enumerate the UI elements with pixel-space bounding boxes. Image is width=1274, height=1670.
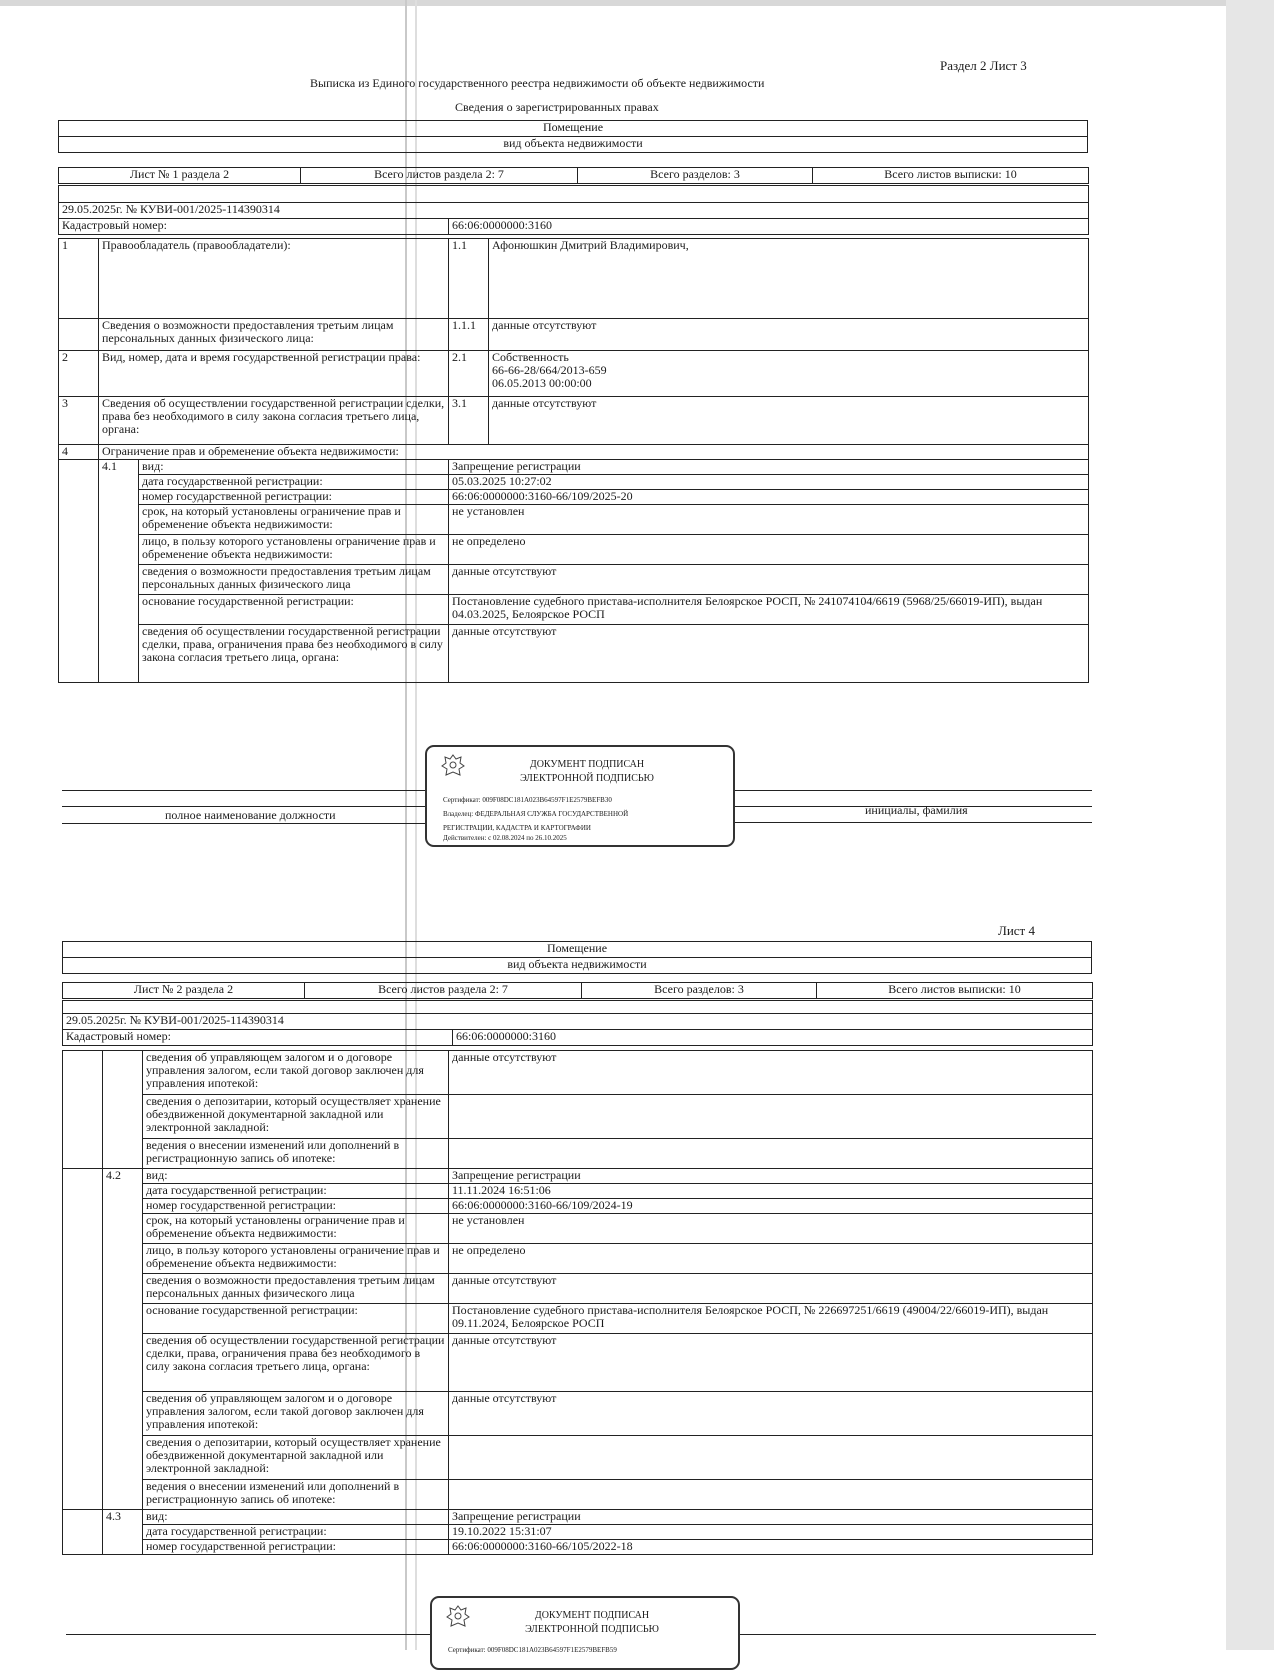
right-number: 66-66-28/664/2013-659 — [492, 363, 607, 377]
section-sheet-label: Раздел 2 Лист 3 — [940, 58, 1027, 73]
stamp-title: ДОКУМЕНТ ПОДПИСАН ЭЛЕКТРОННОЙ ПОДПИСЬЮ — [525, 1610, 659, 1635]
sheet-of-section: Лист № 1 раздела 2 — [59, 168, 301, 184]
doc-ref-table — [62, 1000, 1093, 1046]
enc-value: данные отсутствуют — [449, 1051, 1093, 1095]
total-sheets-section: Всего листов раздела 2: 7 — [305, 983, 582, 999]
encumbrance-number: 4.3 — [103, 1510, 143, 1555]
object-type: Помещение — [63, 942, 1092, 958]
sheet-number: Лист 4 — [998, 923, 1035, 938]
e-signature-stamp — [425, 745, 735, 847]
document-title: Выписка из Единого государственного реестра недвижимости об объекте недвижимости — [310, 76, 765, 90]
total-sheets-section: Всего листов раздела 2: 7 — [301, 168, 578, 184]
coat-of-arms-icon — [446, 1604, 470, 1630]
row-label: Сведения об осуществлении государственной регистрации сделки, права без необходимого в силу закона согласия третьего лица, органа: — [99, 397, 449, 445]
stamp-title: ДОКУМЕНТ ПОДПИСАН ЭЛЕКТРОННОЙ ПОДПИСЬЮ — [520, 759, 654, 784]
enc-label: дата государственной регистрации: — [143, 1184, 449, 1199]
enc-label: сведения о возможности предоставления третьим лицам персональных данных физического лица — [139, 565, 449, 595]
enc-value: 66:06:0000000:3160-66/105/2022-18 — [449, 1540, 1093, 1555]
encumbrance-number: 4.1 — [99, 460, 139, 683]
position-caption: полное наименование должности — [165, 808, 336, 822]
sheet-info-table — [58, 167, 1089, 184]
row-value: данные отсутствуют — [489, 319, 1089, 351]
enc-value: данные отсутствуют — [449, 1392, 1093, 1436]
stamp-owner: Владелец: ФЕДЕРАЛЬНАЯ СЛУЖБА ГОСУДАРСТВЕННОЙ — [443, 810, 629, 818]
enc-label: сведения об осуществлении государственной регистрации сделки, права, ограничения права без необходимого в силу закона согласия третьего лица, органа: — [139, 625, 449, 683]
row-number: 1 — [59, 239, 99, 319]
document-subtitle: Сведения о зарегистрированных правах — [455, 100, 659, 114]
owner-name: Афонюшкин Дмитрий Владимирович, — [489, 239, 1089, 319]
row-value: данные отсутствуют — [489, 397, 1089, 445]
enc-value: не установлен — [449, 505, 1089, 535]
right-date: 06.05.2013 00:00:00 — [492, 376, 592, 390]
total-sections: Всего разделов: 3 — [578, 168, 813, 184]
total-sheets-extract: Всего листов выписки: 10 — [813, 168, 1089, 184]
enc-label: срок, на который установлены ограничение прав и обременение объекта недвижимости: — [143, 1214, 449, 1244]
enc-label: дата государственной регистрации: — [143, 1525, 449, 1540]
right-type: Собственность — [492, 350, 569, 364]
cadastral-label: Кадастровый номер: — [63, 1030, 453, 1046]
cadastral-value: 66:06:0000000:3160 — [453, 1030, 1093, 1046]
enc-value: данные отсутствуют — [449, 565, 1089, 595]
object-type-caption: вид объекта недвижимости — [63, 958, 1092, 974]
enc-label: сведения о возможности предоставления третьим лицам персональных данных физического лица — [143, 1274, 449, 1304]
enc-label: номер государственной регистрации: — [143, 1199, 449, 1214]
row-number: 3 — [59, 397, 99, 445]
doc-ref: 29.05.2025г. № КУВИ-001/2025-114390314 — [63, 1014, 1093, 1030]
enc-value: 05.03.2025 10:27:02 — [449, 475, 1089, 490]
signature-bottom-line — [720, 822, 1092, 823]
total-sheets-extract: Всего листов выписки: 10 — [817, 983, 1093, 999]
row-subnumber: 1.1.1 — [449, 319, 489, 351]
row-subnumber: 3.1 — [449, 397, 489, 445]
row-label: Вид, номер, дата и время государственной регистрации права: — [99, 351, 449, 397]
enc-label: дата государственной регистрации: — [139, 475, 449, 490]
enc-value: 66:06:0000000:3160-66/109/2025-20 — [449, 490, 1089, 505]
object-header-table — [58, 120, 1088, 153]
stamp-owner-cont: РЕГИСТРАЦИИ, КАДАСТРА И КАРТОГРАФИИ — [443, 824, 591, 832]
enc-label: вид: — [139, 460, 449, 475]
enc-label: вид: — [143, 1510, 449, 1525]
enc-value: данные отсутствуют — [449, 625, 1089, 683]
signature-bottom-line — [62, 823, 430, 824]
row-number: 2 — [59, 351, 99, 397]
row-subnumber: 2.1 — [449, 351, 489, 397]
object-header-table — [62, 941, 1092, 974]
enc-label: номер государственной регистрации: — [143, 1540, 449, 1555]
row-number: 4 — [59, 445, 99, 460]
row-label: Правообладатель (правообладатели): — [99, 239, 449, 319]
rights-table — [58, 238, 1089, 683]
enc-value: Запрещение регистрации — [449, 1169, 1093, 1184]
enc-value: данные отсутствуют — [449, 1334, 1093, 1392]
enc-value: 11.11.2024 16:51:06 — [449, 1184, 1093, 1199]
sheet-info-table — [62, 982, 1093, 999]
encumbrance-table — [62, 1050, 1093, 1555]
enc-label: сведения об управляющем залогом и о договоре управления залогом, если такой договор заключен для управления ипотекой: — [143, 1392, 449, 1436]
name-caption: инициалы, фамилия — [865, 803, 968, 817]
stamp-certificate: Сертификат: 009F08DC181A023B64597F1E2579BEFB59 — [448, 1646, 617, 1654]
row-subnumber: 1.1 — [449, 239, 489, 319]
object-type-caption: вид объекта недвижимости — [59, 137, 1088, 153]
scan-right-margin — [1226, 0, 1274, 1650]
doc-ref-table — [58, 185, 1089, 235]
enc-label: срок, на который установлены ограничение прав и обременение объекта недвижимости: — [139, 505, 449, 535]
cadastral-value: 66:06:0000000:3160 — [449, 219, 1089, 235]
enc-label: лицо, в пользу которого установлены ограничение прав и обременение объекта недвижимости: — [143, 1244, 449, 1274]
encumbrance-number: 4.2 — [103, 1169, 143, 1510]
enc-label: сведения об осуществлении государственной регистрации сделки, права, ограничения права без необходимого в силу закона согласия третьего лица, органа: — [143, 1334, 449, 1392]
stamp-validity: Действителен: с 02.08.2024 по 26.10.2025 — [443, 834, 567, 842]
enc-value: не определено — [449, 1244, 1093, 1274]
enc-value: не установлен — [449, 1214, 1093, 1244]
enc-value: не определено — [449, 535, 1089, 565]
enc-value: Запрещение регистрации — [449, 1510, 1093, 1525]
doc-ref: 29.05.2025г. № КУВИ-001/2025-114390314 — [59, 203, 1089, 219]
enc-label: ведения о внесении изменений или дополнений в регистрационную запись об ипотеке: — [143, 1139, 449, 1169]
enc-label: сведения о депозитарии, который осуществляет хранение обездвиженной документарной закладной или электронной закладной: — [143, 1095, 449, 1139]
sheet-of-section: Лист № 2 раздела 2 — [63, 983, 305, 999]
e-signature-stamp — [430, 1596, 740, 1670]
right-details — [489, 351, 1089, 397]
enc-value: данные отсутствуют — [449, 1274, 1093, 1304]
row-label: Ограничение прав и обременение объекта недвижимости: — [99, 445, 1089, 460]
coat-of-arms-icon — [441, 753, 465, 779]
enc-value: Постановление судебного пристава-исполнителя Белоярское РОСП, № 241074104/6619 (5968/25/66019-ИП), выдан 04.03.2025, Белоярское РОСП — [449, 595, 1089, 625]
total-sections: Всего разделов: 3 — [582, 983, 817, 999]
stamp-certificate: Сертификат: 009F08DC181A023B64597F1E2579BEFB30 — [443, 796, 612, 804]
enc-value: Запрещение регистрации — [449, 460, 1089, 475]
enc-label: основание государственной регистрации: — [139, 595, 449, 625]
enc-value: Постановление судебного пристава-исполнителя Белоярское РОСП, № 226697251/6619 (49004/22/66019-ИП), выдан 09.11.2024, Белоярское РОСП — [449, 1304, 1093, 1334]
enc-label: сведения о депозитарии, который осуществляет хранение обездвиженной документарной закладной или электронной закладной: — [143, 1436, 449, 1480]
object-type: Помещение — [59, 121, 1088, 137]
enc-label: сведения об управляющем залогом и о договоре управления залогом, если такой договор заключен для управления ипотекой: — [143, 1051, 449, 1095]
scan-top-edge — [0, 0, 1226, 6]
enc-label: номер государственной регистрации: — [139, 490, 449, 505]
enc-value: 19.10.2022 15:31:07 — [449, 1525, 1093, 1540]
cadastral-label: Кадастровый номер: — [59, 219, 449, 235]
enc-label: лицо, в пользу которого установлены ограничение прав и обременение объекта недвижимости: — [139, 535, 449, 565]
enc-label: ведения о внесении изменений или дополнений в регистрационную запись об ипотеке: — [143, 1480, 449, 1510]
enc-label: вид: — [143, 1169, 449, 1184]
enc-value: 66:06:0000000:3160-66/109/2024-19 — [449, 1199, 1093, 1214]
row-label: Сведения о возможности предоставления третьим лицам персональных данных физического лица: — [99, 319, 449, 351]
enc-label: основание государственной регистрации: — [143, 1304, 449, 1334]
